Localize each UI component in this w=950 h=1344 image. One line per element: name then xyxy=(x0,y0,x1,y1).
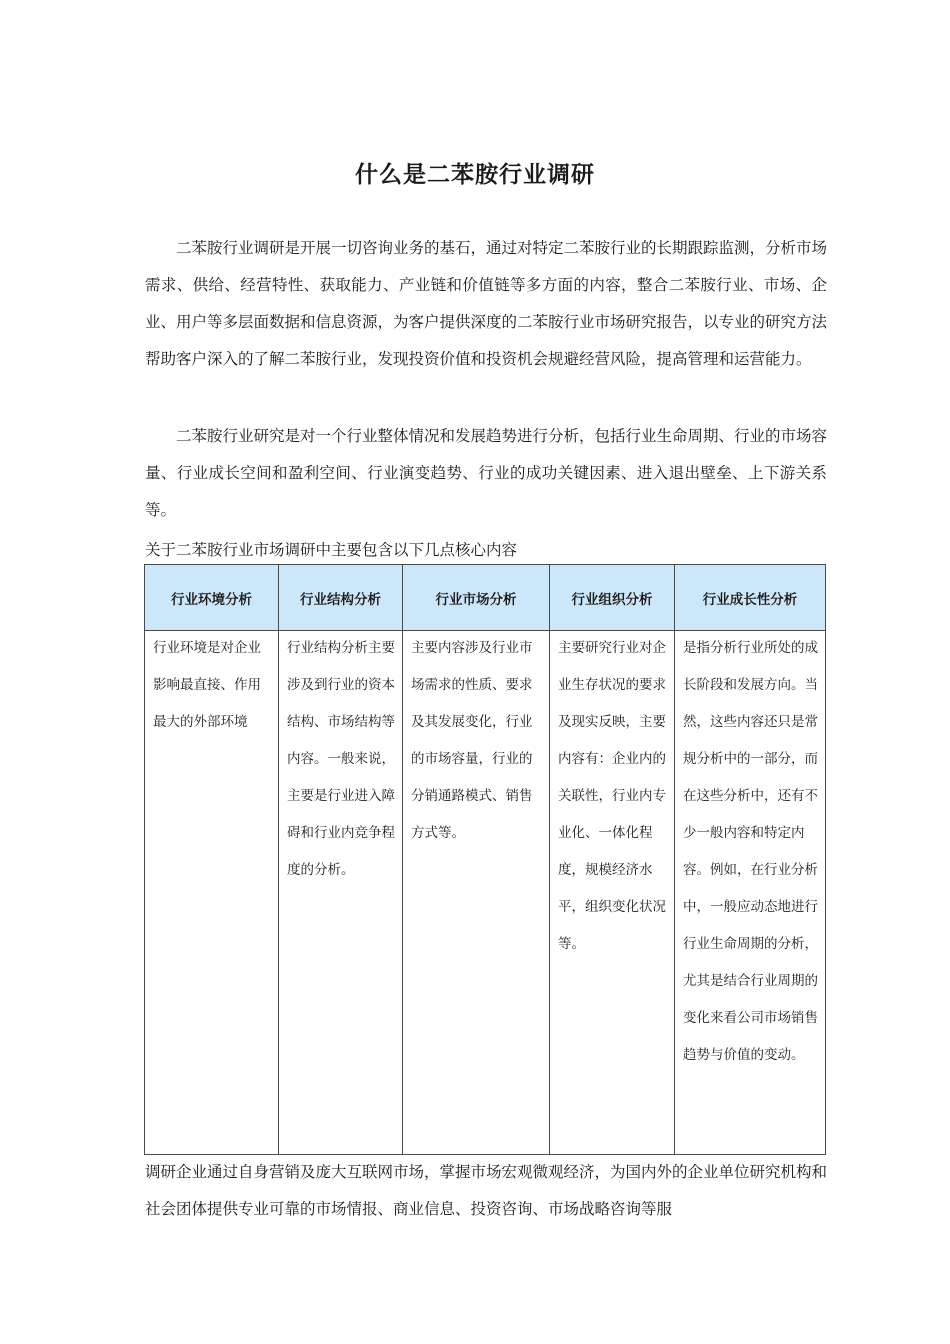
cell-structure xyxy=(279,631,403,1155)
table-row xyxy=(145,631,826,1155)
header-environment: 行业环境分析 xyxy=(145,565,279,631)
cell-text: 主要内容涉及行业市场需求的性质、要求及其发展变化，行业的市场容量，行业的分销通路模式、销售方式等。 xyxy=(411,640,533,841)
paragraph-text: 二苯胺行业研究是对一个行业整体情况和发展趋势进行分析，包括行业生命周期、行业的市场容量、行业成长空间和盈利空间、行业演变趋势、行业的成功关键因素、进入退出壁垒、上下游关系等。 xyxy=(145,427,828,519)
cell-market xyxy=(403,631,550,1155)
table-header-row xyxy=(145,565,826,631)
cell-organization xyxy=(550,631,675,1155)
cell-growth xyxy=(675,631,826,1155)
cell-text: 是指分析行业所处的成长阶段和发展方向。当然，这些内容还只是常规分析中的一部分，而在这些分析中，还有不少一般内容和特定内容。例如，在行业分析中，一般应动态地进行行业生命周期的分析，尤其是结合行业周期的变化来看公司市场销售趋势与价值的变动。 xyxy=(683,640,818,1063)
header-organization: 行业组织分析 xyxy=(550,565,675,631)
caption-text: 关于二苯胺行业市场调研中主要包含以下几点核心内容 xyxy=(145,541,518,559)
intro-paragraph xyxy=(145,230,827,378)
header-structure: 行业结构分析 xyxy=(279,565,403,631)
page-title: 什么是二苯胺行业调研 xyxy=(355,162,595,188)
cell-text: 行业环境是对企业影响最直接、作用最大的外部环境 xyxy=(153,640,261,730)
paragraph-text: 二苯胺行业调研是开展一切咨询业务的基石，通过对特定二苯胺行业的长期跟踪监测，分析市场需求、供给、经营特性、获取能力、产业链和价值链等多方面的内容，整合二苯胺行业、市场、企业、用户等多层面数据和信息资源，为客户提供深度的二苯胺行业市场研究报告，以专业的研究方法帮助客户深入的了解二苯胺行业，发现投资价值和投资机会规避经营风险，提高管理和运营能力。 xyxy=(145,239,828,368)
header-growth: 行业成长性分析 xyxy=(675,565,826,631)
paragraph-text: 调研企业通过自身营销及庞大互联网市场，掌握市场宏观微观经济，为国内外的企业单位研究机构和社会团体提供专业可靠的市场情报、商业信息、投资咨询、市场战略咨询等服 xyxy=(145,1163,828,1218)
header-market: 行业市场分析 xyxy=(403,565,550,631)
cell-text: 主要研究行业对企业生存状况的要求及现实反映，主要内容有：企业内的关联性，行业内专业化、一体化程度，规模经济水平，组织变化状况等。 xyxy=(558,640,666,952)
closing-paragraph xyxy=(145,1154,827,1228)
cell-environment xyxy=(145,631,279,1155)
research-paragraph xyxy=(145,418,827,529)
cell-text: 行业结构分析主要涉及到行业的资本结构、市场结构等内容。一般来说，主要是行业进入障碍和行业内竞争程度的分析。 xyxy=(287,640,395,878)
analysis-table xyxy=(144,564,826,1155)
